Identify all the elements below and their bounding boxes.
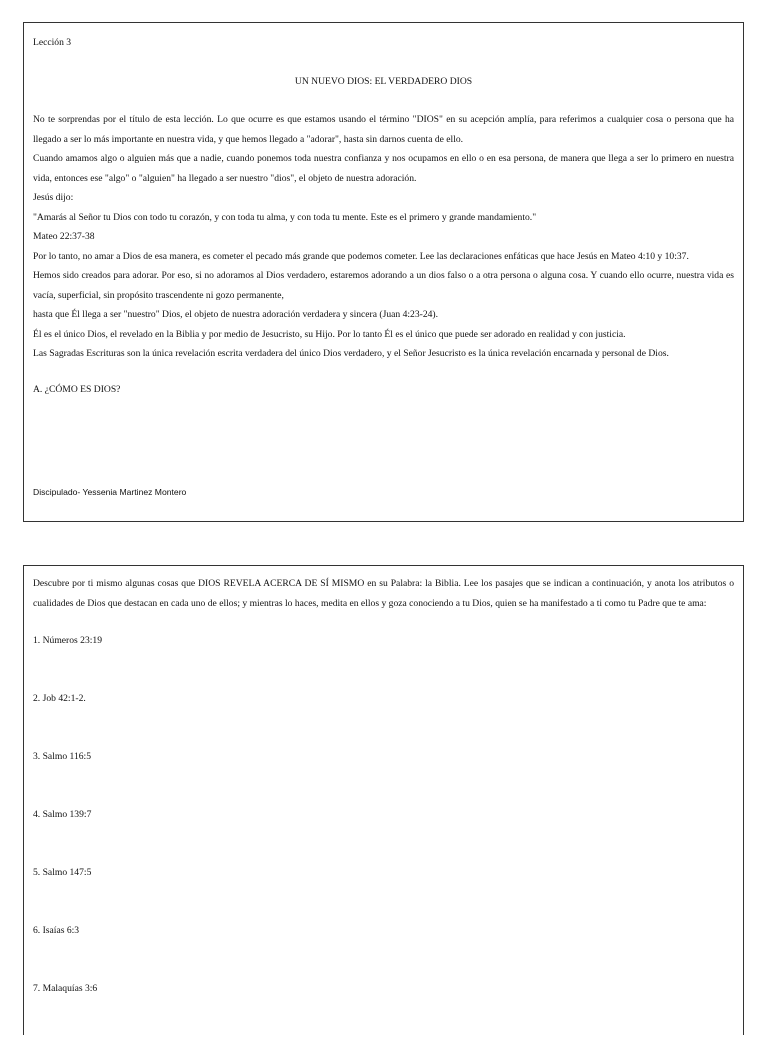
list-item: 3. Salmo 116:5 <box>33 751 92 762</box>
document-page-1 <box>23 22 744 522</box>
list-item: 6. Isaías 6:3 <box>33 925 80 936</box>
list-item: 5. Salmo 147:5 <box>33 867 92 878</box>
instructions-paragraph: Descubre por ti mismo algunas cosas que DIOS REVELA ACERCA DE SÍ MISMO en su Palabra: la Biblia. Lee los pasajes que se indican a continuación, y anota los atributos o cualidades de Dios que destacan en cada uno de ellos; y mientras lo haces, medita en ellos y goza conociendo a tu Dios, quien se ha manifestado a ti como tu Padre que te ama: <box>33 578 734 609</box>
list-item: 7. Malaquías 3:6 <box>33 983 98 994</box>
paragraph-true-worship: hasta que Él llega a ser "nuestro" Dios, el objeto de nuestra adoración verdadera y sincera (Juan 4:23-24). <box>33 309 439 320</box>
document-page-2 <box>23 565 744 1035</box>
list-item: 2. Job 42:1-2. <box>33 693 86 704</box>
paragraph-quote: "Amarás al Señor tu Dios con todo tu corazón, y con toda tu alma, y con toda tu mente. Este es el primero y grande mandamiento." <box>33 211 537 223</box>
list-item: 4. Salmo 139:7 <box>33 809 92 820</box>
paragraph-worship: Hemos sido creados para adorar. Por eso, si no adoramos al Dios verdadero, estaremos adorando a un dios falso o a otra persona o alguna cosa. Y cuando ello ocurre, nuestra vida es vacía, superficial, sin propósito trascendente ni gozo permanente, <box>33 270 734 301</box>
lesson-label: Lección 3 <box>33 37 72 48</box>
paragraph-sin: Por lo tanto, no amar a Dios de esa manera, es cometer el pecado más grande que podemos cometer. Lee las declaraciones enfáticas que hace Jesús en Mateo 4:10 y 10:37. <box>33 250 689 262</box>
paragraph-jesus-said: Jesús dijo: <box>33 192 74 203</box>
paragraph-reference: Mateo 22:37-38 <box>33 231 95 242</box>
scripture-question-list <box>33 631 734 1037</box>
page-footer: Discipulado- Yessenia Martinez Montero <box>33 487 187 497</box>
paragraph-intro: No te sorprendas por el título de esta lección. Lo que ocurre es que estamos usando el término "DIOS" en su acepción amplía, para referimos a cualquier cosa o persona que ha llegado a ser lo más importante en nuestra vida, y que hemos llegado a "adorar", hasta sin darnos cuenta de ello. <box>33 114 734 145</box>
paragraph-scriptures: Las Sagradas Escrituras son la única revelación escrita verdadera del único Dios verdadero, y el Señor Jesucristo es la única revelación encarnada y personal de Dios. <box>33 348 669 359</box>
section-heading: A. ¿CÓMO ES DIOS? <box>33 383 121 395</box>
list-item: 1. Números 23:19 <box>33 635 103 646</box>
paragraph-love: Cuando amamos algo o alguien más que a nadie, cuando ponemos toda nuestra confianza y nos ocupamos en ello o en esa persona, de manera que llega a ser lo primero en nuestra vida, entonces ese "algo" o "alguien" ha llegado a ser nuestro "dios", el objeto de nuestra adoración. <box>33 153 734 184</box>
lesson-title: UN NUEVO DIOS: EL VERDADERO DIOS <box>294 75 473 87</box>
paragraph-only-god: Él es el único Dios, el revelado en la Biblia y por medio de Jesucristo, su Hijo. Por lo tanto Él es el único que puede ser adorado en realidad y con justicia. <box>33 328 626 340</box>
